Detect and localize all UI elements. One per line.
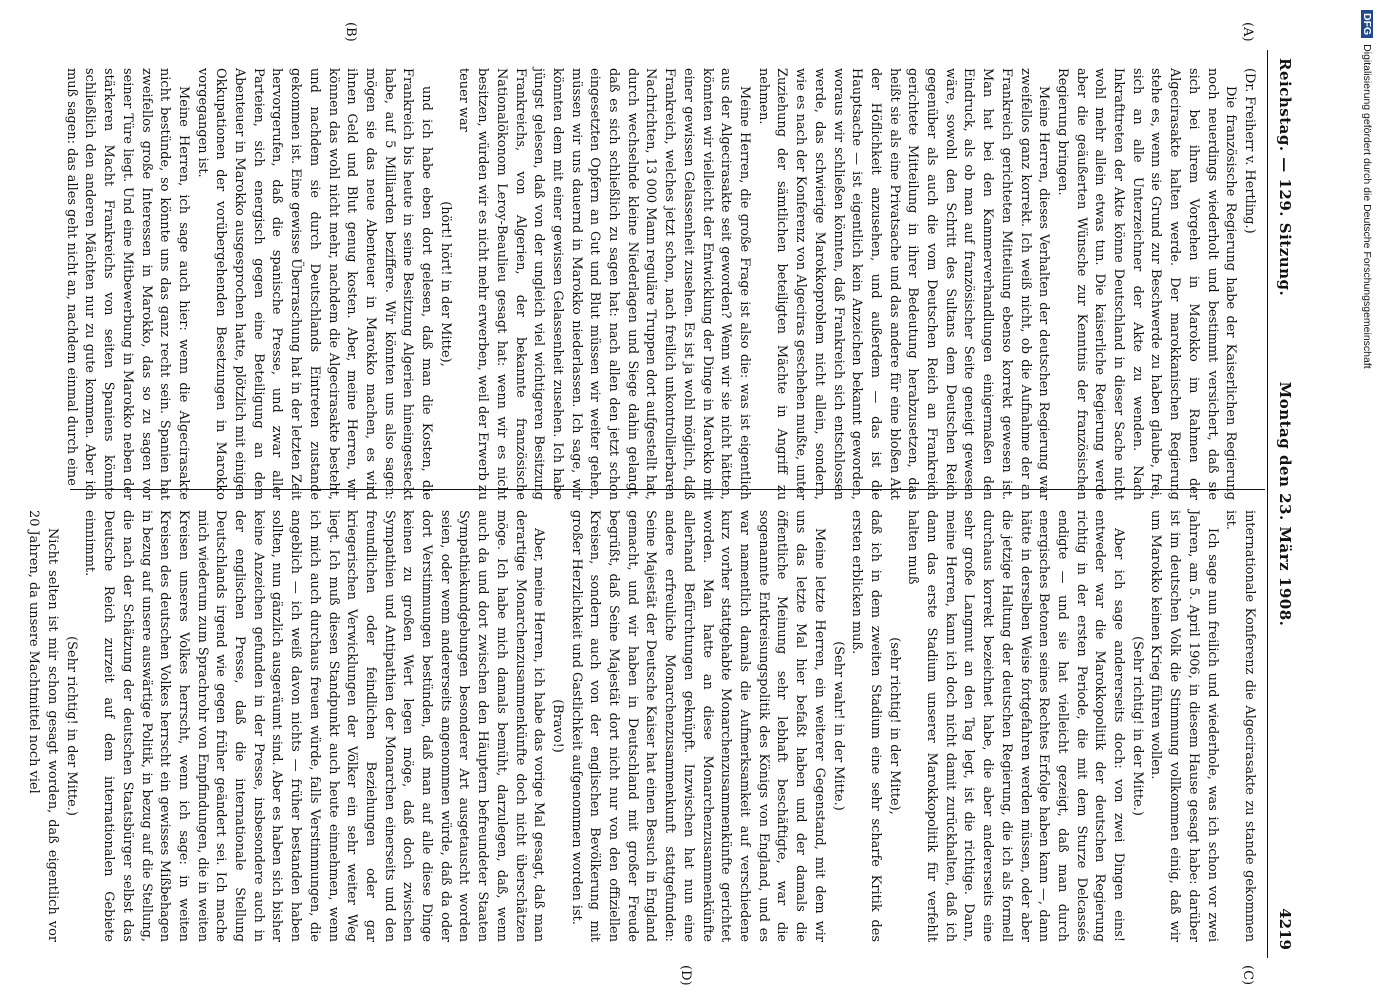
interjection: (Sehr richtig! in der Mitte.): [1129, 636, 1145, 816]
left-column: [63, 68, 1258, 500]
paragraph: Die französische Regierung habe der Kaiserlichen Regierung noch neuerdings wiederholt und bestimmt versichert, daß sie sich bei ihrem Vorgehen in Marokko im Rahmen der Algecirasakte halten werde. Der marokkanischen Regierung stehe es, wenn sie Grund zur Beschwerde zu haben glaube, frei, sich an alle Unterzeichner der Akte zu wenden. Nach Inkrafttreten der Akte könne Deutschland in dieser Sache nicht wohl mehr allein etwas tun. Die kaiserliche Regierung werde aber die geäußerten Wünsche zur Kenntnis der französischen Regierung bringen.: [1054, 68, 1239, 500]
margin-letter-b: (B): [343, 22, 358, 42]
page-header: [1267, 50, 1328, 958]
speaker-label: (Dr. Freiherr v. Hertling.): [1242, 68, 1257, 234]
right-column: [26, 510, 1258, 942]
header-session: Reichstag. — 129. Sitzung.: [1276, 58, 1294, 297]
paragraph: und ich habe eben dort gelesen, daß man die Kosten, die Frankreich bis heute in seine Besitzung Algerien hineingesteckt habe, auf 5 Milliarden beziffere. Wir könnten uns also sagen: mögen sie das neue Abenteuer in Marokko machen, es wird ihnen Geld und Blut genug kosten. Aber, meine Herren, wir können das wohl nicht mehr, nachdem die Algecirasakte besteht, und nachdem sie durch Deutschlands Eintreten zustande gekommen ist. Eine gewisse Überraschung hat in der letzten Zeit hervorgerufen, daß die spanische Presse, und zwar aller Parteien, sich energisch gegen eine Beteiligung an dem Abenteuer in Marokko ausgesprochen hatte, plötzlich mit einigen Okkupationen der vorübergehenden Besetzungen in Marokko vorgegangen ist.: [194, 68, 435, 500]
paragraph: Aber, meine Herren, ich habe das vorige Mal gesagt, daß man derartige Monarchenzusammenkünfte doch nicht überschätzen möge. Ich habe mich damals bemüht, darzulegen, daß, wenn auch da und dort zwischen den Häuptern befreundeter Staaten Sympathiekundgebungen besonderer Art ausgetauscht worden seien, oder wenn andererseits angenommen würde, daß da oder dort Verstimmungen bestünden, daß man auf alle diese Dinge keinen zu großen Wert legen möge, daß doch zwischen Sympathien und Antipathien der Monarchen einerseits und den freundlichen oder feindlichen Beziehungen oder gar kriegerischen Verwicklungen der Völker ein sehr weiter Weg liegt. Ich muß diesen Standpunkt auch heute einnehmen, wenn ich mich auch durchaus freuen würde, falls Verstimmungen, die angeblich — ich weiß davon nichts — früher bestanden haben sollten, nun gänzlich ausgeräumt sind. Aber es haben sich bisher keine Anzeichen gefunden in der Presse, insbesondere auch in der englischen Presse, daß die internationale Stellung Deutschlands irgend wie gegen früher geändert sei. Ich mache mich wiederum zum Sprachrohr von Empfindungen, die in weiten Kreisen unseres Volkes herrscht, wenn ich sage: in weiten Kreisen des deutschen Volkes herrscht ein gewisses Mißbehagen in bezug auf unsere auswärtige Politik, in bezug auf die Stellung, die nach der Schätzung der deutschen Staatsbürger selbst das Deutsche Reich zurzeit auf dem internationalen Gebiete einnimmt.: [82, 510, 547, 942]
paragraph: Aber ich sage andererseits doch: von zwei Dingen eins! entweder war die Marokkopolitik der deutschen Regierung richtig in der ersten Periode, die mit dem Sturze Delcassés endigte — und sie hat vielleicht gezeigt, daß man durch energisches Betonen seines Rechtes Erfolge haben kann —, dann hätte in derselben Weise fortgefahren werden müssen, oder aber die jetzige Haltung der deutschen Regierung, die ich als formell durchaus korrekt bezeichnet habe, die aber andererseits eine sehr große Langmut an den Tag legt, ist die richtige. Dann, meine Herren, kann ich doch nicht damit zurückhalten, daß ich dann das erste Stadium unserer Marokkopolitik für verfehlt halten muß: [905, 510, 1127, 942]
paragraph: Meine Herren, dieses Verhalten der deutschen Regierung war zweifellos ganz korrekt. Ich weiß nicht, ob die Aufnahme der an Frankreich gerichteten Mitteilung ebenso korrekt gewesen ist. Man hat bei den Kammerverhandlungen einigermaßen den Eindruck, als ob man auf französischer Seite geneigt gewesen wäre, sowohl den Schritt des Sultans dem Deutschen Reich gegenüber als auch die vom Deutschen Reich an Frankreich gerichtete Mitteilung in ihrer Bedeutung herabzusetzen, das heißt sie als eine Privatsache und das andere für eine bloßen Akt der Höflichkeit anzusehen, und außerdem — das ist die Hauptsache — ist eigentlich kein Anzeichen bekannt geworden, woraus wir schließen könnten, daß Frankreich sich entschlossen werde, das schwierige Marokkoproblem nicht allein, sondern, wie es nach der Konferenz von Algeciras geschehen mußte, unter Zuziehung der sämtlichen beteiligten Mächte in Angriff zu nehmen.: [755, 68, 1052, 500]
margin-letter-c: (C): [1240, 965, 1255, 986]
interjection: (sehr richtig! in der Mitte),: [886, 637, 902, 815]
paragraph: daß ich in dem zweiten Stadium eine sehr scharfe Kritik des ersten erblicken muß.: [849, 510, 883, 942]
paragraph: Nicht selten ist mir schon gesagt worden, daß eigentlich vor 20 Jahren, da unsere Machtmittel noch viel: [26, 510, 60, 942]
credit-text: Digitalisierung gefördert durch die Deutsche Forschungsgemeinschaft: [1361, 44, 1373, 369]
paragraph: Ich sage nun freilich und wiederhole, was ich schon vor zwei Jahren, am 5. April 1906, in diesem Hause gesagt habe: darüber ist im deutschen Volk die Stimmung vollkommen einig, daß wir um Marokko keinen Krieg führen wollen.: [1148, 510, 1220, 942]
margin-letter-d: (D): [678, 965, 693, 986]
paragraph: Meine Herren, die große Frage ist also die: was ist eigentlich aus der Algecirasakte seit geworden? Wenn wir sie nicht hätten, könnten wir vielleicht der Entwicklung der Dinge in Marokko mit einer gewissen Gelassenheit zusehen. Es ist ja wohl möglich, daß Frankreich, welches jetzt schon, nach freilich unkontrollierbaren Nachrichten, 13 000 Mann reguläre Truppen dort aufgestellt hat, durch wechselnde kleine Niederlagen und Siege dahin gelangt, daß es sich schließlich zu sagen hat: nach allen den jetzt schon eingesetzten Opfern an Gut und Blut müssen wir weiter gehen, müssen wir uns dauernd in Marokko niederlassen. Ich sage, wir könnten dem mit einer gewissen Gelassenheit zusehen. Ich habe jüngst gelesen, daß von der ungleich viel wichtigeren Besitzung Frankreichs, von Algerien, der bekannte französische Nationalökonom Leroy-Beaulieu gesagt hat: wenn wir es nicht besitzen, würden wir es nicht mehr erwerben, weil der Erwerb zu teuer war: [456, 68, 753, 500]
interjection: (Sehr richtig! in der Mitte.): [63, 636, 79, 816]
digitization-credit: [1358, 10, 1376, 990]
dfg-logo: DFG: [1361, 10, 1373, 38]
interjection: (Sehr wahr! in der Mitte.): [830, 641, 846, 811]
interjection: (hört! hört! in der Mitte),: [437, 201, 453, 367]
interjection: (Bravo!): [549, 699, 565, 753]
paragraph: internationale Konferenz die Algecirasakte zu stande gekommen ist.: [1223, 510, 1257, 942]
margin-letter-a: (A): [1240, 22, 1255, 42]
paragraph: Meine Herren, ich sage auch hier: wenn die Algecirasakte nicht bestünde, so könnte uns das ganz recht sein. Spanien hat zweifellos große Interessen in Marokko, das so zu sagen vor seiner Türe liegt. Und eine Mitbewerbung in Marokko neben der stärkeren Macht Frankreichs von seiten Spaniens könnte schließlich den anderen Mächten nur zu gute kommen. Aber ich muß sagen: das alles geht nicht an, nachdem einmal durch eine: [63, 68, 191, 500]
header-date: Montag den 23. März 1908.: [1276, 381, 1294, 627]
paragraph: Meine letzte Herren, ein weiterer Gegenstand, mit dem wir uns das letzte Mal hier befaßt haben und der damals die öffentliche Meinung sehr lebhaft beschäftigte, war die sogenannte Entkreisungspolitik des Königs von England, und es war namentlich damals die Aufmerksamkeit auf verschiedene kurz vorher stattgehabte Monarchenzusammenkünfte gerichtet worden. Man hatte an diese Monarchenzusammenkünfte allerhand Befürchtungen geknüpft. Inzwischen hat nun eine andere erfreuliche Monarchenzusammenkunft stattgefunden: Seine Majestät der Deutsche Kaiser hat einen Besuch in England gemacht, und wir haben in Deutschland mit großer Freude begrüßt, daß Seine Majestät dort nicht nur von den offiziellen Kreisen, sondern auch von der englischen Bevölkerung mit großer Herzlichkeit und Gastlichkeit aufgenommen worden ist.: [568, 510, 827, 942]
page-number: 4219: [1276, 908, 1294, 950]
